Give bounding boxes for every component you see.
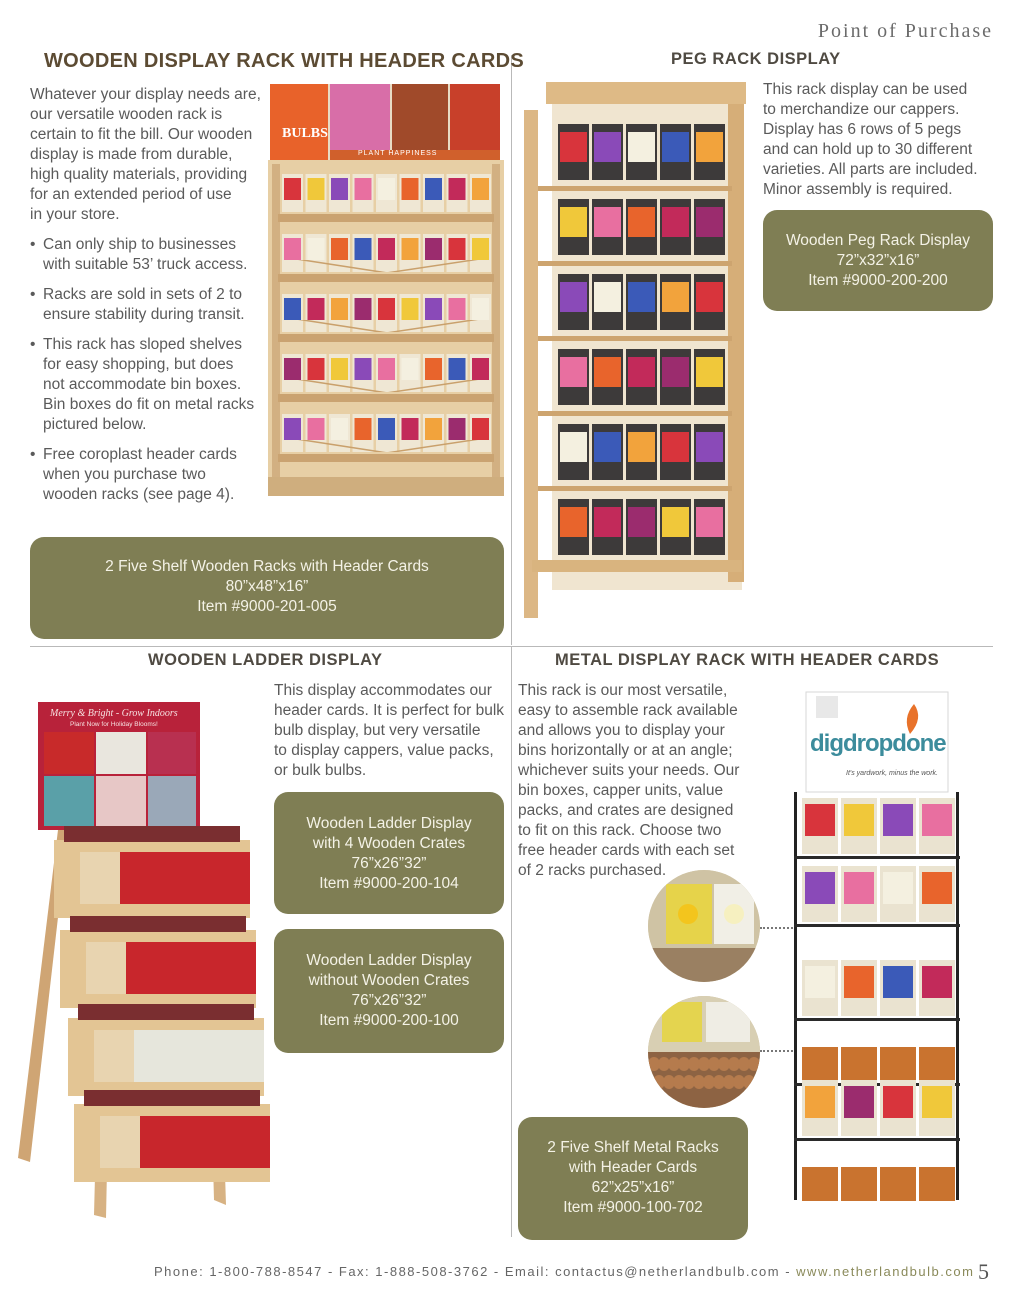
pack-flower	[425, 418, 442, 440]
pack-flower	[284, 298, 301, 320]
metal-rack-description: This rack is our most versatile, easy to assemble rack available and allows you to display your bins horizontally or at an angle; whichever suits your needs. Our bin boxes, capper units, value packs, and crates are designed to fit on this rack. Choose two free header cards with each set of 2 racks purchased.	[518, 682, 740, 879]
bulb-crate	[841, 1167, 877, 1201]
capper-flower	[628, 507, 655, 537]
pack-flower	[331, 238, 348, 260]
bin-flower	[844, 872, 874, 904]
metal-header-tagline: It's yardwork, minus the work.	[846, 770, 938, 777]
bulb-crate	[802, 1047, 838, 1081]
capper-flower	[662, 132, 689, 162]
pack-flower	[472, 238, 489, 260]
capper-flower	[560, 282, 587, 312]
pack-flower	[449, 298, 466, 320]
pack-flower	[449, 178, 466, 200]
section-label: Point of Purchase	[817, 20, 993, 42]
capper-flower	[628, 282, 655, 312]
pack-flower	[449, 418, 466, 440]
ladder-title: WOODEN LADDER DISPLAY	[148, 651, 383, 669]
peg-rack-title: PEG RACK DISPLAY	[671, 50, 841, 68]
ladder-header-line1: Merry & Bright - Grow Indoors	[50, 708, 178, 719]
ladder-description: This display accommodates our header cards. It is perfect for bulk bulb display, but very versatile to display cappers, value packs, or bulk bulbs.	[274, 682, 505, 779]
bulb-crate	[802, 1167, 838, 1201]
bulb-crate	[880, 1047, 916, 1081]
bin-flower	[922, 966, 952, 998]
capper-flower	[662, 282, 689, 312]
pack-flower	[402, 238, 419, 260]
metal-rack-title: METAL DISPLAY RACK WITH HEADER CARDS	[555, 651, 940, 669]
bullet-sets: • Racks are sold in sets of 2 to ensure stability during transit.	[30, 285, 270, 325]
ladder-photo	[14, 700, 284, 1220]
ladder-item-pill-crates: Wooden Ladder Display with 4 Wooden Crates 76”x26”32” Item #9000-200-104	[274, 792, 504, 914]
ladder-header-line2: Plant Now for Holiday Blooms!	[70, 721, 158, 728]
capper-flower	[594, 507, 621, 537]
pack-flower	[308, 418, 325, 440]
bin-flower	[883, 872, 913, 904]
pack-flower	[402, 178, 419, 200]
pack-flower	[378, 238, 395, 260]
capper-flower	[594, 357, 621, 387]
capper-flower	[628, 132, 655, 162]
pack-flower	[378, 358, 395, 380]
bin-flower	[922, 1086, 952, 1118]
vertical-divider-top	[511, 55, 512, 645]
bulb-crate	[841, 1047, 877, 1081]
pack-flower	[378, 418, 395, 440]
metal-header-brand: digdropdone	[810, 730, 946, 757]
pack-flower	[449, 358, 466, 380]
wooden-rack-photo	[268, 82, 504, 496]
capper-flower	[560, 432, 587, 462]
bin-flower	[844, 804, 874, 836]
pack-flower	[284, 418, 301, 440]
metal-rack-photo	[790, 690, 964, 1202]
bin-flower	[883, 966, 913, 998]
bin-flower	[922, 804, 952, 836]
pack-flower	[331, 298, 348, 320]
wire-shelf	[794, 1018, 960, 1021]
pack-flower	[402, 298, 419, 320]
pack-flower	[284, 238, 301, 260]
pack-flower	[402, 358, 419, 380]
bin-flower	[805, 966, 835, 998]
capper-flower	[560, 207, 587, 237]
wooden-rack-bullets	[30, 235, 270, 515]
capper-flower	[696, 282, 723, 312]
wire-shelf	[794, 1138, 960, 1141]
capper-flower	[628, 207, 655, 237]
pack-flower	[331, 418, 348, 440]
capper-flower	[696, 507, 723, 537]
pack-flower	[331, 178, 348, 200]
capper-flower	[560, 507, 587, 537]
ladder-item-pill-no-crates: Wooden Ladder Display without Wooden Crates 76”x26”32” Item #9000-200-100	[274, 929, 504, 1053]
wooden-rack-intro: Whatever your display needs are, our versatile wooden rack is certain to fit the bill. Our wooden display is made from durable, high quality materials, providing for an extended period of use in your store.	[30, 86, 261, 223]
capper-flower	[662, 207, 689, 237]
capper-flower	[662, 357, 689, 387]
pack-flower	[425, 298, 442, 320]
pack-flower	[331, 358, 348, 380]
capper-flower	[662, 507, 689, 537]
pack-flower	[425, 178, 442, 200]
bin-flower	[883, 804, 913, 836]
pack-flower	[355, 298, 372, 320]
capper-flower	[594, 282, 621, 312]
bin-flower	[805, 1086, 835, 1118]
pack-flower	[355, 238, 372, 260]
wire-shelf	[794, 924, 960, 927]
wooden-rack-item-pill: 2 Five Shelf Wooden Racks with Header Cards 80”x48”x16” Item #9000-201-005	[30, 537, 504, 639]
pack-flower	[425, 358, 442, 380]
capper-flower	[696, 132, 723, 162]
wire-shelf	[794, 856, 960, 859]
capper-flower	[594, 432, 621, 462]
capper-flower	[662, 432, 689, 462]
peg-rack-item-pill: Wooden Peg Rack Display 72”x32”x16” Item #9000-200-200	[763, 210, 993, 311]
pack-flower	[284, 358, 301, 380]
bin-flower	[844, 1086, 874, 1118]
pack-flower	[472, 178, 489, 200]
pack-flower	[472, 298, 489, 320]
bullet-header-cards: • Free coroplast header cards when you purchase two wooden racks (see page 4).	[30, 445, 270, 505]
pack-flower	[472, 358, 489, 380]
peg-rack-description: This rack display can be used to merchandize our cappers. Display has 6 rows of 5 pegs and can hold up to 30 different varieties. All parts are included. Minor assembly is required.	[763, 81, 978, 198]
bin-flower	[805, 804, 835, 836]
pack-flower	[378, 178, 395, 200]
pack-flower	[308, 358, 325, 380]
pack-flower	[308, 178, 325, 200]
pack-flower	[378, 298, 395, 320]
capper-flower	[628, 432, 655, 462]
pack-flower	[355, 178, 372, 200]
bullet-shipping: • Can only ship to businesses with suitable 53’ truck access.	[30, 235, 270, 275]
footer-contact-text: Phone: 1-800-788-8547 - Fax: 1-888-508-3762 - Email: contactus@netherlandbulb.com -	[154, 1264, 797, 1279]
capper-flower	[696, 432, 723, 462]
pack-flower	[284, 178, 301, 200]
pack-flower	[308, 298, 325, 320]
bin-flower	[922, 872, 952, 904]
bullet-sloped: • This rack has sloped shelves for easy shopping, but does not accommodate bin boxes. Bin boxes do fit on metal racks pictured below.	[30, 335, 270, 435]
pack-flower	[449, 238, 466, 260]
pack-flower	[355, 358, 372, 380]
capper-flower	[560, 132, 587, 162]
peg-rack-photo	[522, 80, 752, 620]
page-number: 5	[978, 1259, 989, 1284]
bulbs-header-word: BULBS	[282, 126, 328, 141]
bulb-crate	[880, 1167, 916, 1201]
detail-photo-daffodils	[648, 870, 760, 982]
capper-flower	[560, 357, 587, 387]
bulbs-header-tagline: PLANT HAPPINESS	[358, 150, 438, 157]
footer-website-link[interactable]: www.netherlandbulb.com	[796, 1264, 975, 1279]
detail-photo-bulbs	[648, 996, 760, 1108]
footer-contact	[154, 1264, 974, 1279]
capper-flower	[594, 132, 621, 162]
pack-flower	[425, 238, 442, 260]
bulb-crate	[919, 1167, 955, 1201]
pack-flower	[472, 418, 489, 440]
bin-flower	[844, 966, 874, 998]
metal-rack-item-pill: 2 Five Shelf Metal Racks with Header Cards 62”x25”x16” Item #9000-100-702	[518, 1117, 748, 1240]
bin-flower	[883, 1086, 913, 1118]
capper-flower	[594, 207, 621, 237]
capper-flower	[696, 207, 723, 237]
pack-flower	[355, 418, 372, 440]
capper-flower	[628, 357, 655, 387]
wooden-rack-title: WOODEN DISPLAY RACK WITH HEADER CARDS	[44, 50, 525, 72]
bulb-crate	[919, 1047, 955, 1081]
capper-flower	[696, 357, 723, 387]
bin-flower	[805, 872, 835, 904]
pack-flower	[308, 238, 325, 260]
pack-flower	[402, 418, 419, 440]
